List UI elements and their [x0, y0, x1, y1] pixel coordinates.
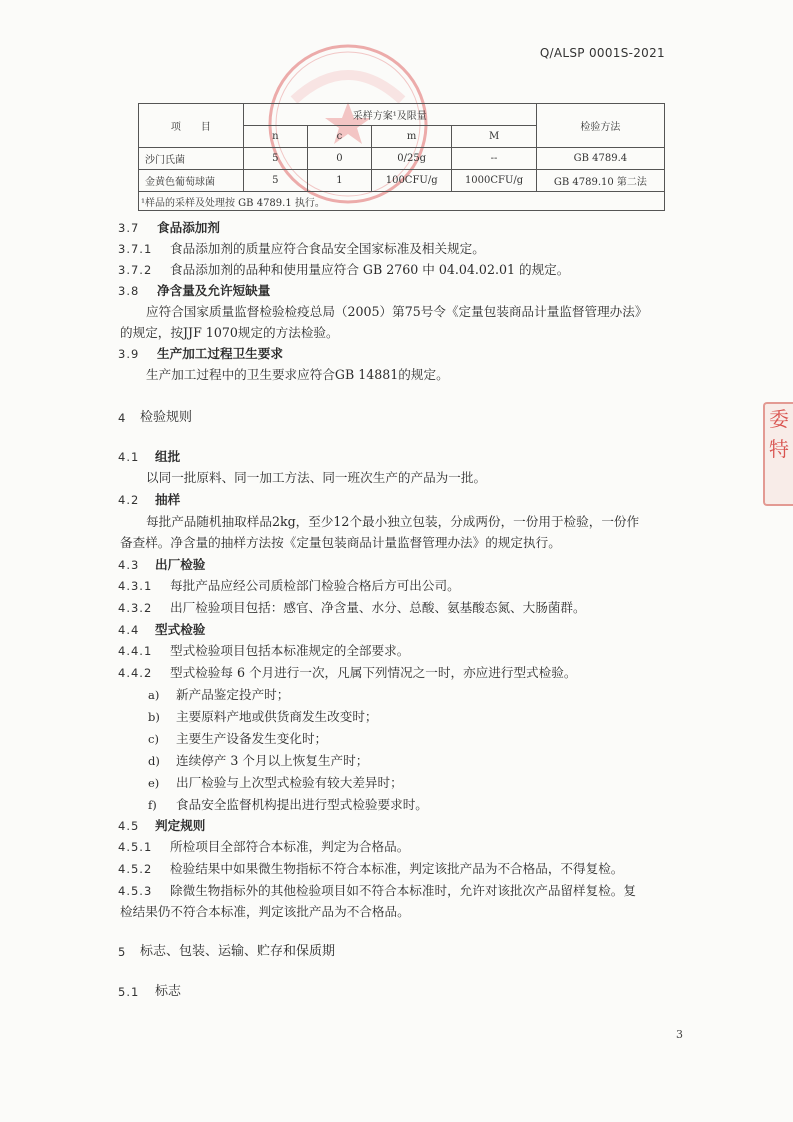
- table-cell-name: 沙门氏菌: [139, 148, 244, 170]
- table-subheader-n: n: [243, 126, 307, 148]
- table-row: [139, 148, 665, 170]
- table-cell-M: --: [452, 148, 536, 170]
- table-cell-m: 100CFU/g: [371, 170, 451, 192]
- page-number: 3: [676, 1028, 683, 1041]
- microbial-limits-table: [138, 103, 665, 211]
- table-subheader-M: M: [452, 126, 536, 148]
- side-stamp-icon: 委 特: [763, 402, 793, 506]
- table-cell-method: GB 4789.4: [536, 148, 664, 170]
- table-subheader-m: m: [371, 126, 451, 148]
- document-code: Q/ALSP 0001S-2021: [539, 46, 665, 60]
- table-subheader-c: c: [307, 126, 371, 148]
- table-header-item: 项 目: [139, 104, 244, 148]
- table-header-method: 检验方法: [536, 104, 664, 148]
- table-header-sampling: 采样方案¹及限量: [243, 104, 536, 126]
- table-cell-c: 0: [307, 148, 371, 170]
- table-cell-c: 1: [307, 170, 371, 192]
- table-cell-m: 0/25g: [371, 148, 451, 170]
- table-cell-M: 1000CFU/g: [452, 170, 536, 192]
- table-note: ¹样品的采样及处理按 GB 4789.1 执行。: [139, 192, 665, 211]
- table-cell-n: 5: [243, 148, 307, 170]
- table-cell-method: GB 4789.10 第二法: [536, 170, 664, 192]
- table-cell-n: 5: [243, 170, 307, 192]
- table-cell-name: 金黄色葡萄球菌: [139, 170, 244, 192]
- table-row: [139, 170, 665, 192]
